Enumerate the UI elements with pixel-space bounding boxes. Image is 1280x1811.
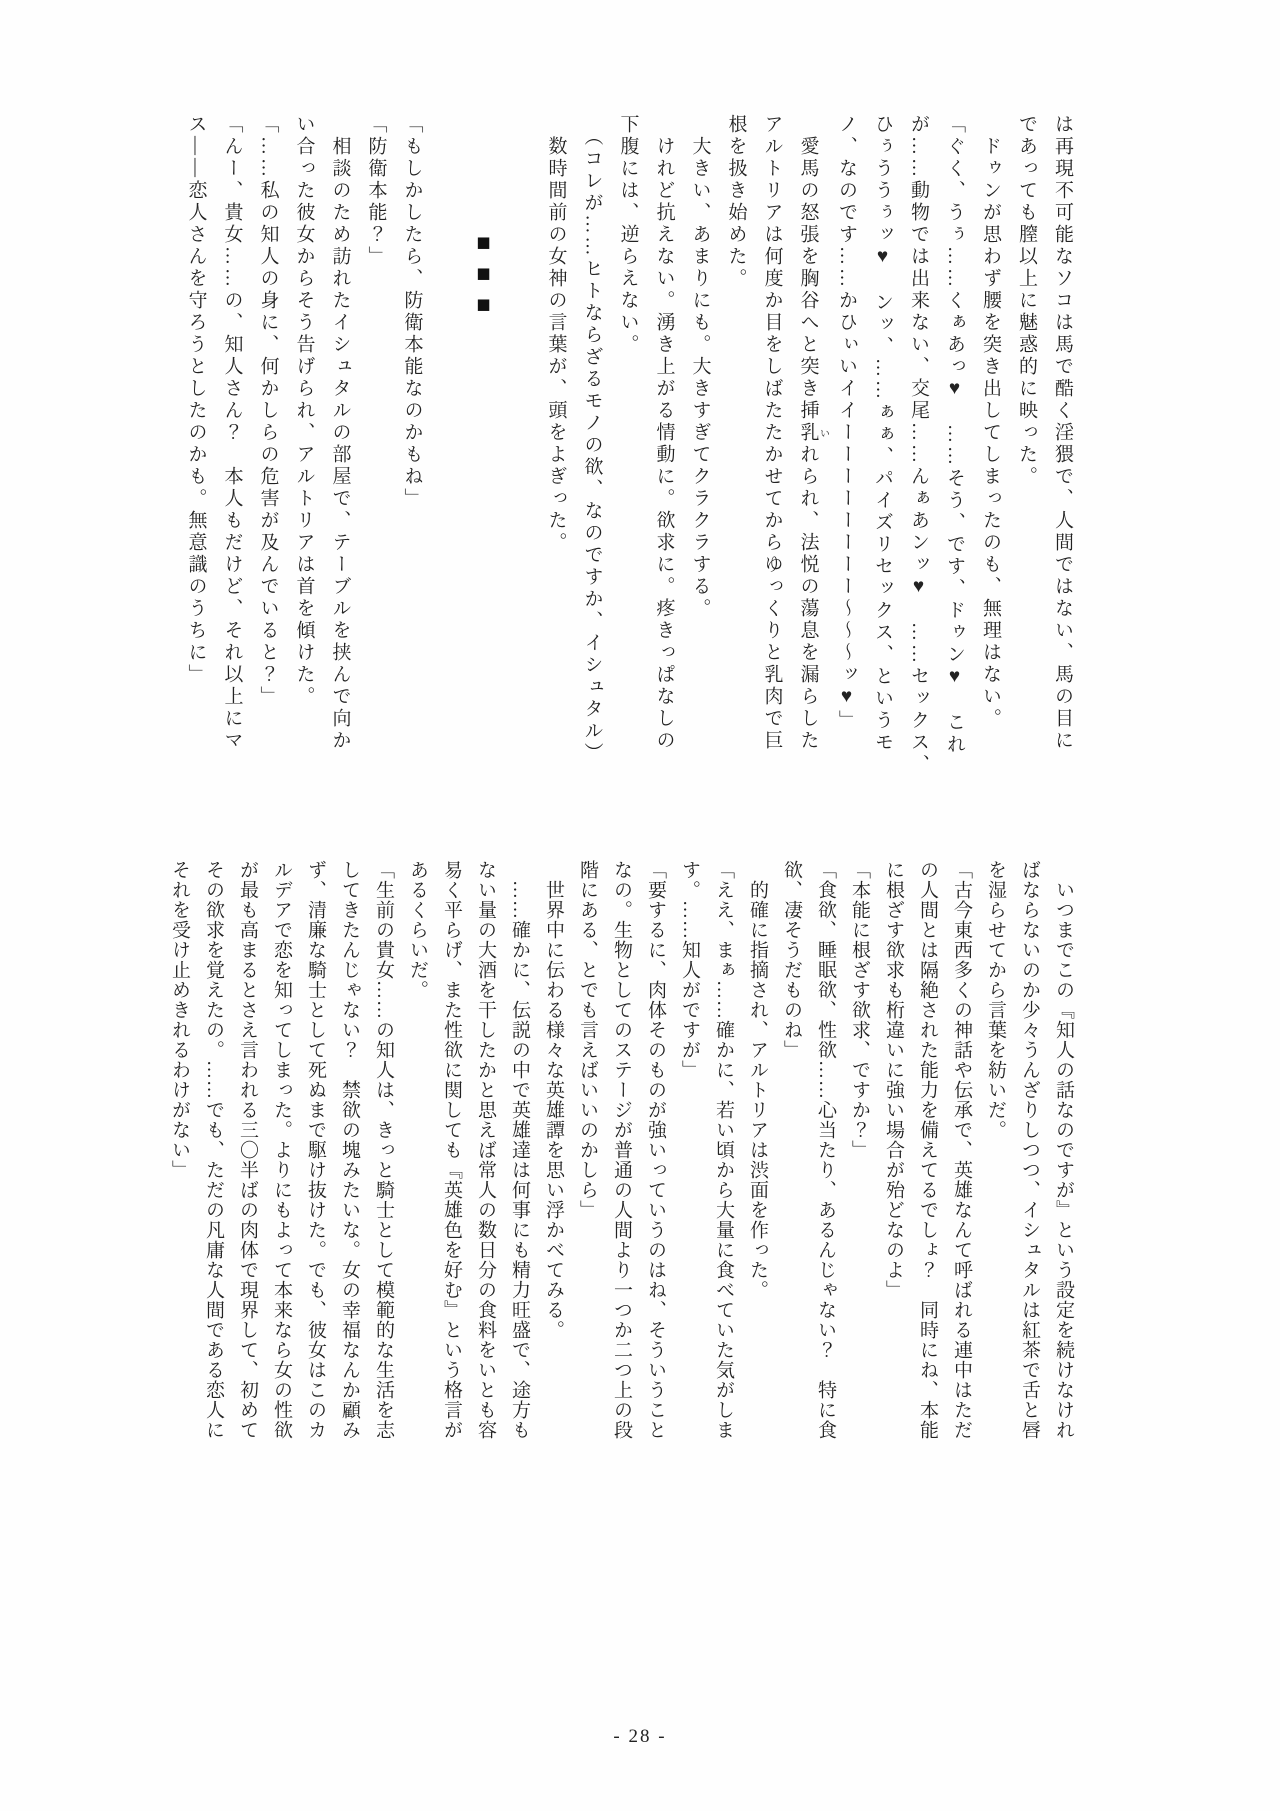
text-column: 「要するに、肉体そのものが強いっていうのはね、そういうこと: [645, 860, 666, 1440]
text-column: の人間とは隔絶された能力を備えてるでしょ？ 同時にね、本能: [917, 860, 938, 1440]
text-column: 「生前の貴女……の知人は、きっと騎士として模範的な生活を志: [373, 860, 394, 1440]
text-column: 的確に指摘され、アルトリアは渋面を作った。: [747, 860, 768, 1300]
text-column: [502, 114, 538, 826]
text-column: 大きい、あまりにも。大きすぎてクラクラする。: [689, 114, 711, 620]
text-column: それを受け止めきれるわけがない」: [169, 860, 190, 1180]
text-column: が……動物では出来ない、交尾……んぁあンッ♥ ……セックス、: [908, 114, 929, 776]
text-column: 「食欲、睡眠欲、性欲……心当たり、あるんじゃない？ 特に食: [815, 860, 836, 1440]
text-column: は再現不可能なソコは馬で酷く淫猥で、人間ではない、馬の目に: [1052, 114, 1073, 752]
text-column: あるくらいだ。: [407, 860, 428, 1000]
text-column: 愛馬の怒張を胸谷へと突き挿乳 いれられ、法悦の蕩息を漏らした: [797, 114, 829, 752]
text-column: 下腹には、逆らえない。: [617, 114, 639, 356]
top-text-block: [178, 114, 1081, 826]
text-column: いつまでこの『知人の話なのですが』という設定を続けなけれ: [1053, 860, 1074, 1440]
text-column: 「防衛本能？」: [365, 114, 387, 268]
text-column: 「ぐく、うぅ……くぁあっ♥ ……そう、です、ドゥン♥ これ: [944, 114, 965, 756]
text-column: ノ、なのです……かひぃいイイーーーーーーーー～～～ッ♥」: [836, 114, 857, 732]
text-column: ……確かに、伝説の中で英雄達は何事にも精力旺盛で、途方も: [509, 860, 530, 1440]
text-column: 「……私の知人の身に、何かしらの危害が及んでいると？」: [257, 114, 279, 708]
text-column: 根を扱き始めた。: [725, 114, 747, 290]
text-column: なの。生物としてのステージが普通の人間より一つか二つ上の段: [611, 860, 632, 1440]
text-column: 相談のため訪れたイシュタルの部屋で、テーブルを挟んで向か: [329, 114, 351, 752]
text-column: ス――恋人さんを守ろうとしたのかも。無意識のうちに」: [185, 114, 207, 686]
text-column: ルデアで恋を知ってしまった。よりにもよって本来なら女の性欲: [271, 860, 292, 1440]
text-column: に根ざす欲求も桁違いに強い場合が殆どなのよ」: [883, 860, 904, 1300]
text-column: アルトリアは何度か目をしばたたかせてからゆっくりと乳肉で巨: [761, 114, 783, 752]
text-column: その欲求を覚えたの。……でも、ただの凡庸な人間である恋人に: [203, 860, 224, 1440]
section-divider: ■■■: [474, 233, 493, 326]
text-column: 欲、凄そうだものね」: [781, 860, 802, 1060]
page-number: - 28 -: [613, 1726, 667, 1747]
text-column: 「んー、貴女……の、知人さん？ 本人もだけど、それ以上にマ: [221, 114, 243, 752]
text-column: 「もしかしたら、防衛本能なのかもね」: [401, 114, 423, 510]
text-column: ず、清廉な騎士として死ぬまで駆け抜けた。でも、彼女はこのカ: [305, 860, 326, 1440]
text-column: （コレが……ヒトならざるモノの欲、なのですか、イシュタル）: [581, 114, 603, 765]
text-column: であっても膣以上に魅惑的に映った。: [1016, 114, 1037, 488]
text-column: が最も高まるとさえ言われる三〇半ばの肉体で現界して、初めて: [237, 860, 258, 1440]
text-column: 「古今東西多くの神話や伝承で、英雄なんて呼ばれる連中はただ: [951, 860, 972, 1440]
text-column: 数時間前の女神の言葉が、頭をよぎった。: [545, 114, 567, 554]
text-column: [430, 114, 466, 826]
text-column: 易く平らげ、また性欲に関しても『英雄色を好む』という格言が: [441, 860, 462, 1440]
text-column: ばならないのか少々うんざりしつつ、イシュタルは紅茶で舌と唇: [1019, 860, 1040, 1440]
text-column: 「本能に根ざす欲求、ですか？」: [849, 860, 870, 1160]
text-column: 「ええ、まぁ……確かに、若い頃から大量に食べていた気がしま: [713, 860, 734, 1440]
text-column: ひぅううぅッ♥ ンッ、……ぁぁ、パイズリセックス、というモ: [872, 114, 893, 754]
text-column: 世界中に伝わる様々な英雄譚を思い浮かべてみる。: [543, 860, 564, 1340]
text-column: ない量の大酒を干したかと思えば常人の数日分の食料をいとも容: [475, 860, 496, 1440]
text-column: す。……知人がですが」: [679, 860, 700, 1080]
text-column: い合った彼女からそう告げられ、アルトリアは首を傾けた。: [293, 114, 315, 708]
text-column: けれど抗えない。湧き上がる情動に。欲求に。疼きっぱなしの: [653, 114, 675, 752]
text-column: ドゥンが思わず腰を突き出してしまったのも、無理はない。: [980, 114, 1001, 730]
text-column: してきたんじゃない？ 禁欲の塊みたいな。女の幸福なんか顧み: [339, 860, 360, 1440]
text-column: を湿らせてから言葉を紡いだ。: [985, 860, 1006, 1140]
text-column: 階にある、とでも言えばいいのかしら」: [577, 860, 598, 1220]
bottom-text-block: [162, 860, 1080, 1440]
